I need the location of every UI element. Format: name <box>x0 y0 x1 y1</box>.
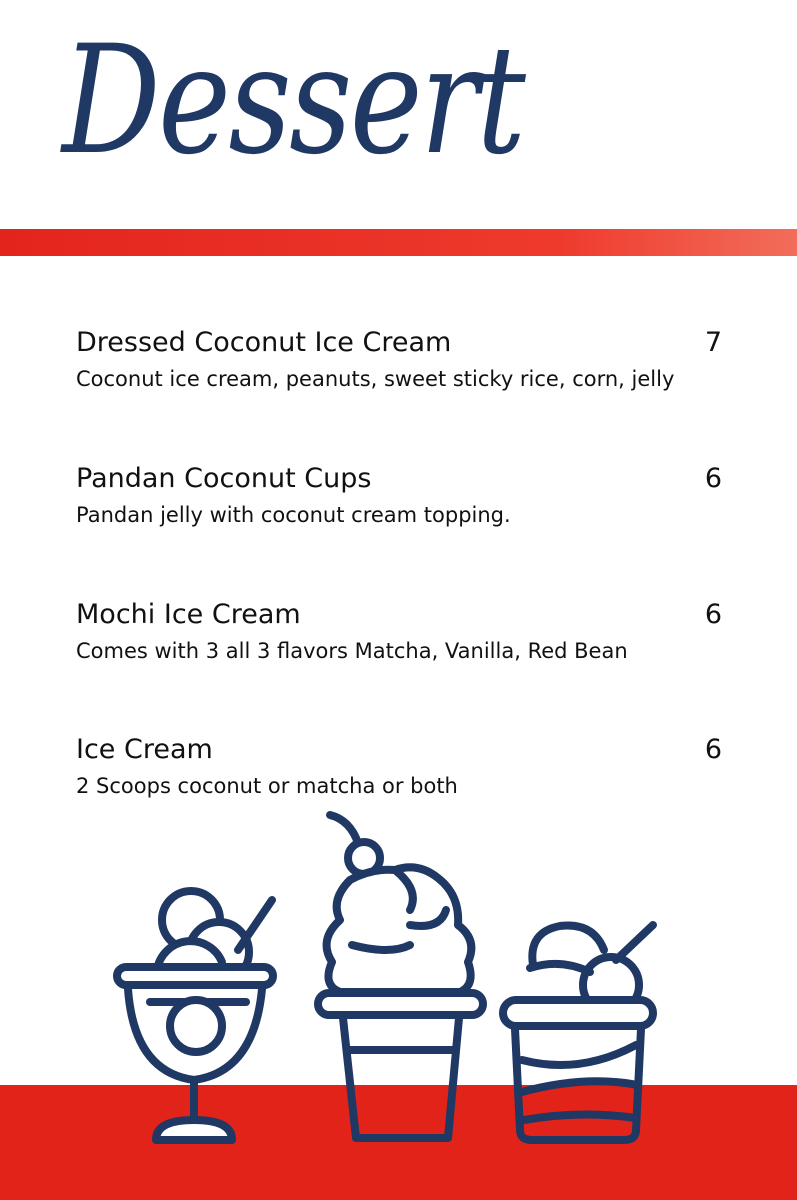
item-name: Ice Cream <box>76 734 213 765</box>
ice-cream-cup-icon <box>503 925 653 1140</box>
item-name: Pandan Coconut Cups <box>76 463 372 494</box>
item-description: Pandan jelly with coconut cream topping. <box>76 503 511 527</box>
item-description: Coconut ice cream, peanuts, sweet sticky rice, corn, jelly <box>76 367 675 391</box>
item-name: Mochi Ice Cream <box>76 599 301 630</box>
item-name: Dressed Coconut Ice Cream <box>76 327 452 358</box>
sundae-glass-icon <box>117 891 273 1140</box>
item-price: 7 <box>704 327 722 358</box>
item-description: 2 Scoops coconut or matcha or both <box>76 774 458 798</box>
item-description: Comes with 3 all 3 flavors Matcha, Vanilla, Red Bean <box>76 639 628 663</box>
item-price: 6 <box>704 599 722 630</box>
menu-title: Dessert <box>62 14 524 188</box>
soft-serve-cone-icon <box>318 815 483 1138</box>
item-price: 6 <box>704 734 722 765</box>
item-price: 6 <box>704 463 722 494</box>
